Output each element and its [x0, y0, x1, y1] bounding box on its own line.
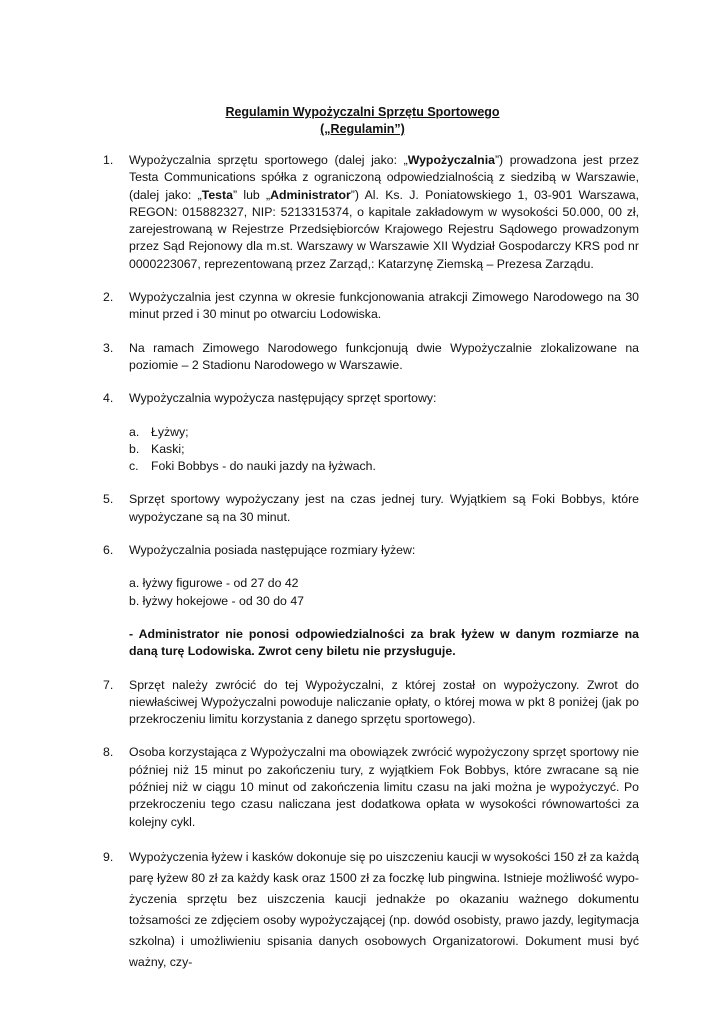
- item-text: Wypożyczalnia jest czynna w okresie funkcjonowania atrakcji Zimowego Narodowego na 30 minut przed i 30 minut po otwarciu Lodowiska.: [129, 290, 639, 322]
- term-administrator: Administrator: [270, 187, 351, 202]
- item-text: Wypożyczalnia wypożycza następujący sprzęt sportowy:: [129, 391, 437, 406]
- item-text: Osoba korzystająca z Wypożyczalni ma obowiązek zwrócić wypożyczony sprzęt sportowy nie później niż 15 minut po zakończeniu tury, z wyjątkiem Fok Bobbys, które zwracane są nie później niż w ciągu 10 minut od zakończenia limitu czasu na jaki można je wypożyczyć. Po przekroczeniu tego czasu naliczana jest dodatkowa opłata w wysokości równowartości za kolejny cykl.: [129, 745, 639, 829]
- item-text: ” lub „: [232, 187, 271, 202]
- term-wypozyczalnia: Wypożyczalnia: [407, 153, 495, 167]
- item-text: ”) prowadzona jest przez Testa Communications spółka z ograniczoną odpowiedzialnością z siedzibą w Warszawie, (dalej jako: „: [129, 153, 639, 202]
- regulation-item-6: [103, 542, 639, 660]
- item-text: Na ramach Zimowego Narodowego funkcjonują dwie Wypożyczalnie zlokalizowane na poziomie – 2 Stadionu Narodowego w Warszawie.: [129, 340, 639, 372]
- skate-sizes: [129, 575, 639, 610]
- regulation-item-1: [103, 152, 639, 273]
- regulation-item-2: [103, 289, 639, 324]
- liability-warning: - Administrator nie ponosi odpowiedzialności za brak łyżew w danym rozmiarze na daną turę Lodowiska. Zwrot ceny biletu nie przysługuje.: [129, 626, 639, 659]
- list-letter: b.: [129, 441, 140, 456]
- regulation-body: [103, 152, 639, 989]
- list-text: Kaski;: [151, 441, 185, 456]
- regulation-item-5: [103, 491, 639, 526]
- title-block: [0, 104, 725, 138]
- item-number: 2.: [103, 290, 114, 305]
- item-number: 9.: [103, 849, 114, 864]
- size-figure: a. łyżwy figurowe - od 27 do 42: [129, 576, 299, 591]
- regulation-item-3: [103, 340, 639, 375]
- list-item: [129, 458, 639, 475]
- term-testa: Testa: [201, 187, 233, 202]
- list-item: [129, 441, 639, 458]
- item-text: Sprzęt sportowy wypożyczany jest na czas jednej tury. Wyjątkiem są Foki Bobbys, które wypożyczane są na 30 minut.: [129, 492, 639, 524]
- regulation-item-8: [103, 744, 639, 830]
- list-text: Łyżwy;: [151, 424, 189, 439]
- list-item: [129, 424, 639, 441]
- item-text: Wypożyczalnia posiada następujące rozmiary łyżew:: [129, 543, 416, 558]
- document-subtitle: („Regulamin”): [320, 122, 405, 136]
- item-number: 7.: [103, 677, 114, 692]
- item-number: 6.: [103, 543, 114, 558]
- list-text: Foki Bobbys - do nauki jazdy na łyżwach.: [151, 459, 376, 474]
- item-number: 5.: [103, 492, 114, 507]
- document-title: Regulamin Wypożyczalni Sprzętu Sportowego: [225, 105, 500, 119]
- regulation-item-4: [103, 390, 639, 475]
- regulation-item-9: [103, 847, 639, 973]
- item-number: 8.: [103, 745, 114, 760]
- item-text: Wypożyczenia łyżew i kasków dokonuje się po uiszczeniu kaucji w wysokości 150 zł za każdą parę łyżew 80 zł za każdy kask oraz 1500 zł za foczkę lub pingwina. Istnieje możliwość wypo-życzenia sprzętu bez uiszczenia kaucji jednakże po okazaniu ważnego dokumentu tożsamości ze zdjęciem osoby wypożyczającej (np. dowód osobisty, prawo jazdy, legitymacja szkolna) i umożliwieniu spisania danych osobowych Organizatorowi. Dokument musi być ważny, czy-: [129, 849, 639, 969]
- item-number: 4.: [103, 391, 114, 406]
- regulation-item-7: [103, 677, 639, 729]
- item-number: 3.: [103, 340, 114, 355]
- equipment-list: [129, 424, 639, 476]
- size-hockey: b. łyżwy hokejowe - od 30 do 47: [129, 593, 304, 608]
- list-letter: a.: [129, 424, 140, 439]
- item-text: ”) Al. Ks. J. Poniatowskiego 1, 03-901 Warszawa, REGON: 015882327, NIP: 5213315374, o kapitale zakładowym w wysokości 50.000, 00 zł, zarejestrowaną w Rejestrze Przedsiębiorców Krajowego Rejestru Sądowego prowadzonym przez Sąd Rejonowy dla m.st. Warszawy w Warszawie XII Wydział Gospodarczy KRS pod nr 0000223067, reprezentowaną przez Zarząd,: Katarzynę Ziemską – Prezesa Zarządu.: [129, 187, 640, 271]
- item-number: 1.: [103, 153, 114, 167]
- item-text: Sprzęt należy zwrócić do tej Wypożyczalni, z której został on wypożyczony. Zwrot do niewłaściwej Wypożyczalni powoduje naliczanie opłaty, o której mowa w pkt 8 poniżej (jak po przekroczeniu limitu korzystania z danego sprzętu sportowego).: [129, 677, 639, 727]
- list-letter: c.: [129, 459, 139, 474]
- item-text: Wypożyczalnia sprzętu sportowego (dalej jako: „: [129, 153, 408, 167]
